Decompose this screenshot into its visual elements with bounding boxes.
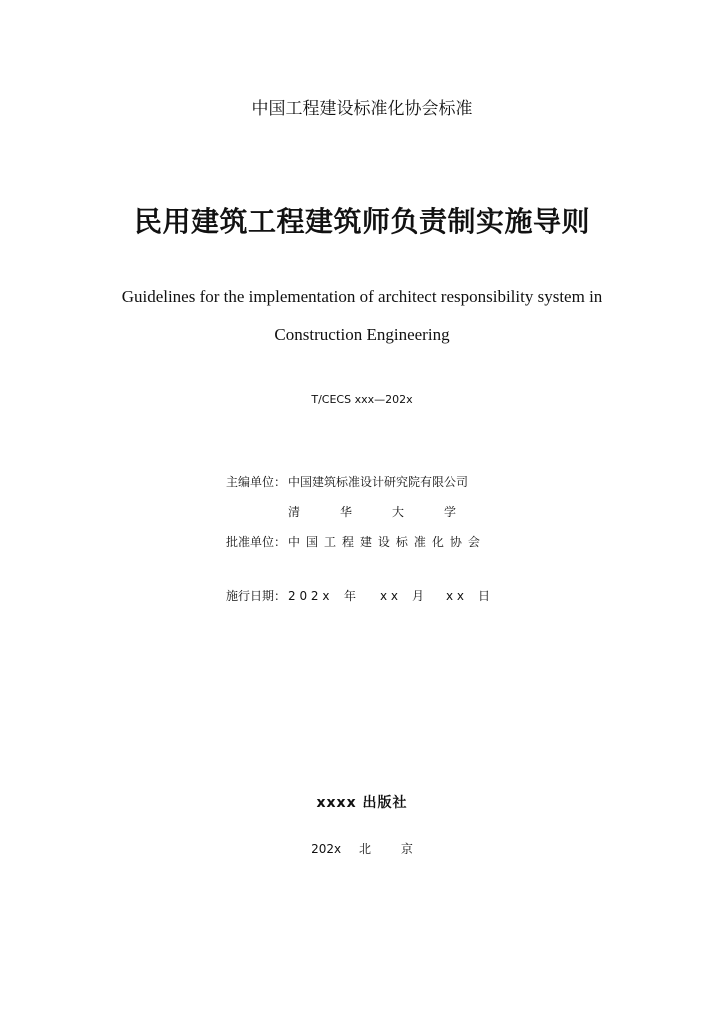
approval-char: 协 [449, 535, 462, 549]
approval-char: 工 [323, 535, 336, 549]
effective-date-month: x x [380, 588, 399, 603]
approval-char: 准 [413, 535, 426, 549]
effective-date-month-unit: 月 [412, 589, 425, 603]
publication-place [0, 840, 724, 857]
approval-row [226, 533, 480, 550]
co-editor-char: 学 [443, 505, 456, 519]
co-editor-row [226, 503, 456, 520]
effective-date-year-unit: 年 [344, 589, 357, 603]
publisher-name: xxxx 出版社 [316, 795, 408, 811]
effective-date-day: x x [446, 588, 465, 603]
standard-code: T/CECS xxx—202x [311, 393, 413, 406]
approval-char: 标 [395, 535, 408, 549]
publication-city-char-1: 北 [358, 842, 371, 856]
chief-editor-value: 中国建筑标准设计研究院有限公司 [288, 475, 469, 489]
co-editor-char: 清 [288, 505, 301, 519]
co-editor-char: 华 [339, 505, 352, 519]
co-editor-char: 大 [391, 505, 404, 519]
effective-date-row [226, 587, 490, 604]
document-title: 民用建筑工程建筑师负责制实施导则 [133, 205, 590, 238]
approval-char: 设 [377, 535, 390, 549]
english-title-line-2: Construction Engineering [274, 325, 450, 344]
effective-date-year: 2 0 2 x [288, 588, 330, 603]
chief-editor-label: 主编单位： [226, 475, 287, 489]
approval-char: 建 [359, 535, 372, 549]
approval-value [288, 533, 480, 550]
chief-editor-row [226, 473, 468, 490]
english-title-line-1: Guidelines for the implementation of architect responsibility system in [121, 287, 603, 306]
approval-char: 化 [431, 535, 444, 549]
approval-char: 程 [341, 535, 354, 549]
publication-year: 202x [311, 842, 342, 856]
approval-label: 批准单位： [226, 535, 287, 549]
publication-city-char-2: 京 [400, 842, 413, 856]
co-editor-value [288, 503, 456, 520]
approval-char: 会 [467, 535, 480, 549]
effective-date-label: 施行日期： [226, 589, 287, 603]
approval-char: 国 [305, 535, 318, 549]
association-standard-heading: 中国工程建设标准化协会标准 [251, 99, 473, 119]
approval-char: 中 [288, 535, 301, 549]
effective-date-day-unit: 日 [478, 589, 491, 603]
